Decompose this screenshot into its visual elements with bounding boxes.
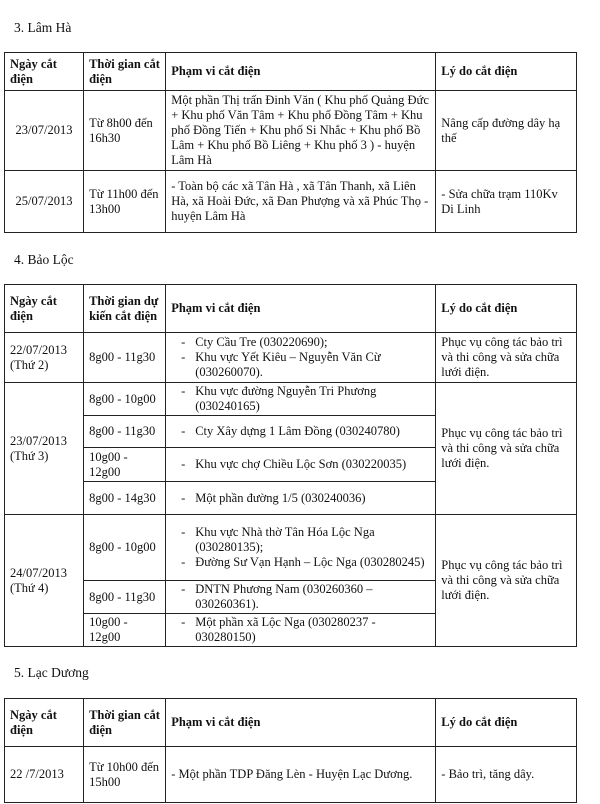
cell-time: 8g00 - 11g30	[84, 581, 166, 614]
cell-time: 8g00 - 10g00	[84, 515, 166, 581]
table-row	[5, 515, 577, 581]
table-row	[5, 171, 577, 233]
cell-scope: - Một phần xã Lộc Nga (030280237 - 030280150)	[166, 614, 436, 647]
cell-date: 24/07/2013 (Thứ 4)	[5, 515, 84, 647]
table-row	[5, 747, 577, 803]
cell-time: 10g00 - 12g00	[84, 448, 166, 482]
cell-reason: Phục vụ công tác bảo trì và thi công và sửa chữa lưới điện.	[436, 515, 577, 647]
cell-time: 8g00 - 10g00	[84, 383, 166, 416]
cell-time: 8g00 - 11g30	[84, 333, 166, 383]
cell-scope: - Toàn bộ các xã Tân Hà , xã Tân Thanh, xã Liên Hà, xã Hoài Đức, xã Đan Phượng và xã Phúc Thọ - huyện Lâm Hà	[166, 171, 436, 233]
section-title-bao-loc: 4. Bảo Lộc	[14, 252, 74, 267]
cell-scope: - Khu vực đường Nguyễn Tri Phương (030240165)	[166, 383, 436, 416]
cell-date: 23/07/2013	[5, 91, 84, 171]
table-header-row	[5, 699, 577, 747]
list-item: - Cty Cầu Tre (030220690);	[181, 335, 328, 349]
cell-scope: - Một phần TDP Đăng Lèn - Huyện Lạc Dương.	[166, 747, 436, 803]
cell-reason: Phục vụ công tác bảo trì và thi công và sửa chữa lưới điện.	[436, 333, 577, 383]
header-scope: Phạm vi cắt điện	[166, 699, 436, 747]
cell-scope: - Khu vực chợ Chiều Lộc Sơn (030220035)	[166, 448, 436, 482]
table-row	[5, 383, 577, 416]
cell-time: Từ 8h00 đến 16h30	[84, 91, 166, 171]
cell-scope: - Cty Xây dựng 1 Lâm Đồng (030240780)	[166, 416, 436, 448]
cell-reason: Nâng cấp đường dây hạ thế	[436, 91, 577, 171]
cell-time: Từ 10h00 đến 15h00	[84, 747, 166, 803]
table-row	[5, 91, 577, 171]
list-item: - Đường Sư Vạn Hạnh – Lộc Nga (030280245)	[181, 555, 425, 569]
table-row	[5, 333, 577, 383]
cell-reason: - Sửa chữa trạm 110Kv Di Linh	[436, 171, 577, 233]
header-reason: Lý do cắt điện	[436, 53, 577, 91]
header-reason: Lý do cắt điện	[436, 285, 577, 333]
cell-reason: Phục vụ công tác bảo trì và thi công và sửa chữa lưới điện.	[436, 383, 577, 515]
cell-time: 8g00 - 11g30	[84, 416, 166, 448]
cell-time: 10g00 - 12g00	[84, 614, 166, 647]
header-date: Ngày cắt điện	[5, 53, 84, 91]
cell-scope	[166, 333, 436, 383]
section-title-lam-ha: 3. Lâm Hà	[14, 20, 72, 35]
cell-scope	[166, 515, 436, 581]
cell-scope: Một phần Thị trấn Đinh Văn ( Khu phố Quảng Đức + Khu phố Văn Tâm + Khu phố Đồng Tâm + Khu phố Đồng Tiến + Khu phố Si Nhắc + Khu phố Bồ Lâm + Khu phố Bồ Liêng + Khu phố 3 ) - huyện Lâm Hà	[166, 91, 436, 171]
cell-scope: - DNTN Phương Nam (030260360 – 030260361).	[166, 581, 436, 614]
header-date: Ngày cắt điện	[5, 699, 84, 747]
cell-time: Từ 11h00 đến 13h00	[84, 171, 166, 233]
header-scope: Phạm vi cắt điện	[166, 53, 436, 91]
bao-loc-table	[4, 284, 577, 647]
lam-ha-table	[4, 52, 577, 233]
section-title-lac-duong: 5. Lạc Dương	[14, 665, 89, 680]
cell-time: 8g00 - 14g30	[84, 482, 166, 515]
header-scope: Phạm vi cắt điện	[166, 285, 436, 333]
cell-scope: - Một phần đường 1/5 (030240036)	[166, 482, 436, 515]
header-time: Thời gian dự kiến cắt điện	[84, 285, 166, 333]
header-time: Thời gian cắt điện	[84, 53, 166, 91]
header-time: Thời gian cắt điện	[84, 699, 166, 747]
list-item: - Khu vực Nhà thờ Tân Hóa Lộc Nga (030280135);	[181, 525, 375, 554]
cell-reason: - Bảo trì, tăng dây.	[436, 747, 577, 803]
cell-date: 25/07/2013	[5, 171, 84, 233]
cell-date: 22/07/2013 (Thứ 2)	[5, 333, 84, 383]
table-header-row	[5, 53, 577, 91]
table-header-row	[5, 285, 577, 333]
header-reason: Lý do cắt điện	[436, 699, 577, 747]
cell-date: 23/07/2013 (Thứ 3)	[5, 383, 84, 515]
cell-date: 22 /7/2013	[5, 747, 84, 803]
lac-duong-table	[4, 698, 577, 803]
header-date: Ngày cắt điện	[5, 285, 84, 333]
list-item: - Khu vực Yết Kiêu – Nguyễn Văn Cừ (030260070).	[181, 350, 381, 379]
